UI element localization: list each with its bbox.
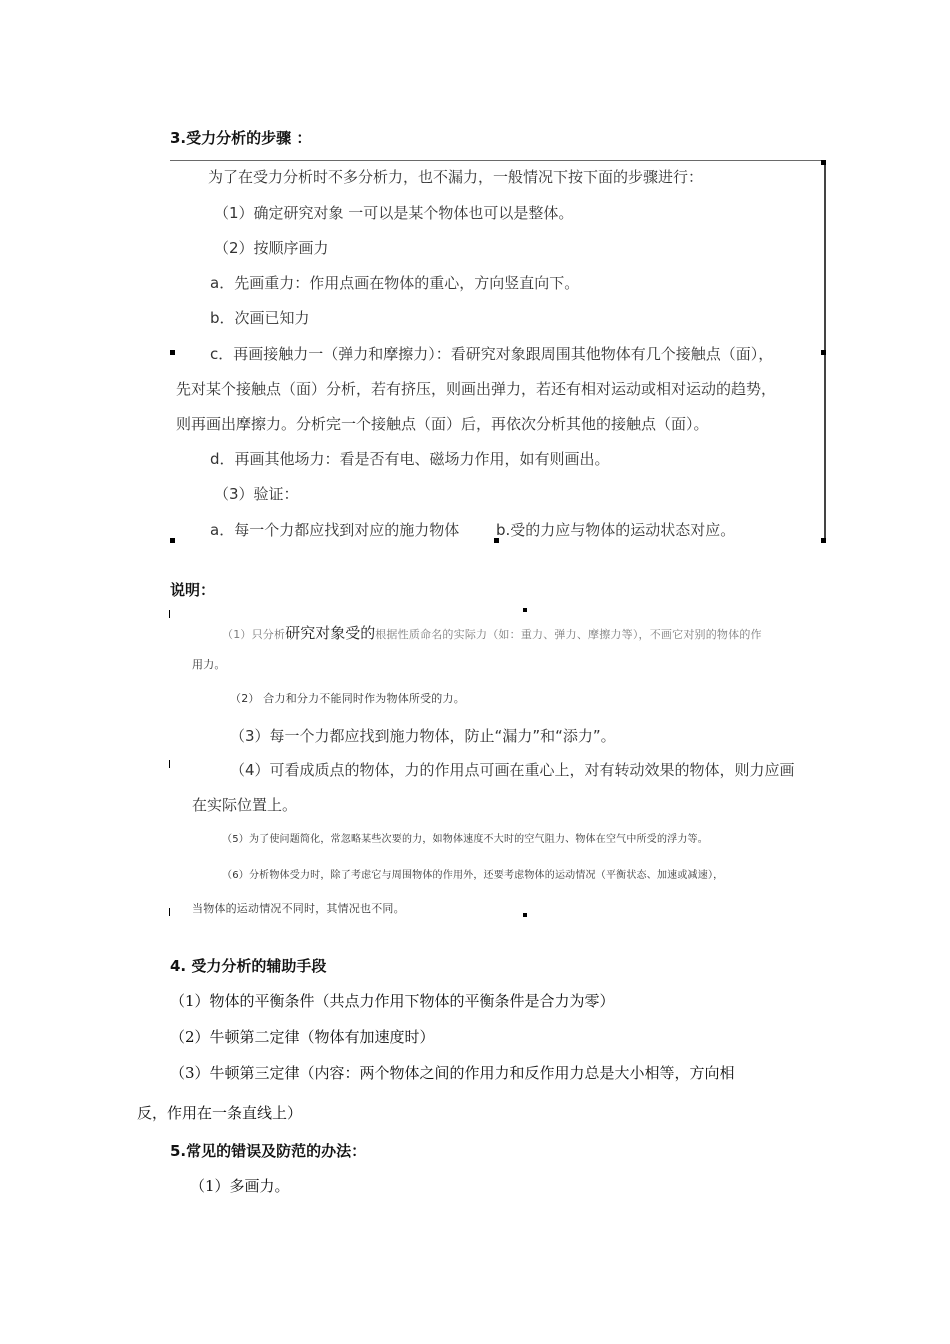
note-1-suffix: 根据性质命名的实际力（如：重力、弹力、摩擦力等），不画它对别的物体的作	[375, 628, 762, 641]
note-3: （3）每一个力都应找到施力物体，防止“漏力”和“添力”。	[230, 727, 616, 745]
box-edge-mark	[169, 760, 170, 768]
box-top-border	[170, 160, 826, 161]
steps-image-box	[170, 160, 826, 542]
note-1-highlight: 研究对象受的	[285, 624, 376, 642]
resize-handle[interactable]	[821, 160, 826, 165]
step-2c: c．再画接触力一（弹力和摩擦力）：看研究对象跟周围其他物体有几个接触点（面），	[210, 345, 774, 363]
step-2d: d．再画其他场力：看是否有电、磁场力作用，如有则画出。	[210, 450, 610, 468]
section-3-heading: 3.受力分析的步骤 ：	[170, 129, 312, 147]
resize-handle[interactable]	[821, 350, 826, 355]
step-1: （1）确定研究对象 一可以是某个物体也可以是整体。	[214, 204, 574, 222]
step-2a: a．先画重力：作用点画在物体的重心，方向竖直向下。	[210, 274, 580, 292]
section-4-item-3: （3）牛顿第三定律（内容：两个物体之间的作用力和反作用力总是大小相等，方向相	[170, 1064, 735, 1082]
note-6: （6）分析物体受力时，除了考虑它与周围物体的作用外，还要考虑物体的运动情况（平衡状态、加速或减速），	[222, 870, 724, 881]
notes-image-box	[168, 608, 808, 918]
box-corner-mark	[169, 908, 170, 916]
section-5-heading: 5.常见的错误及防范的办法：	[170, 1142, 367, 1160]
step-2: （2）按顺序画力	[214, 239, 329, 257]
section-4-item-3-cont: 反，作用在一条直线上）	[137, 1104, 303, 1122]
step-3b: b.受的力应与物体的运动状态对应。	[496, 521, 736, 539]
note-2: （2） 合力和分力不能同时作为物体所受的力。	[230, 692, 465, 705]
resize-handle[interactable]	[821, 538, 826, 543]
step-3a: a．每一个力都应找到对应的施力物体	[210, 521, 460, 539]
box-corner-mark	[169, 610, 170, 618]
steps-intro: 为了在受力分析时不多分析力，也不漏力，一般情况下按下面的步骤进行：	[208, 168, 704, 186]
resize-handle[interactable]	[170, 538, 175, 543]
note-1-prefix: （1）只分析	[222, 628, 286, 641]
note-heading: 说明：	[170, 581, 216, 599]
note-1	[222, 622, 762, 643]
section-4-item-2: （2）牛顿第二定律（物体有加速度时）	[170, 1028, 435, 1046]
resize-handle[interactable]	[523, 608, 527, 612]
note-6-cont: 当物体的运动情况不同时，其情况也不同。	[192, 902, 405, 915]
note-5: （5）为了使问题简化，常忽略某些次要的力，如物体速度不大时的空气阻力、物体在空气中所受的浮力等。	[222, 834, 708, 845]
step-2c-cont-2: 则再画出摩擦力。分析完一个接触点（面）后，再依次分析其他的接触点（面）。	[176, 415, 709, 433]
section-4-heading: 4. 受力分析的辅助手段	[170, 957, 327, 975]
step-2c-cont-1: 先对某个接触点（面）分析，若有挤压，则画出弹力，若还有相对运动或相对运动的趋势，	[176, 380, 777, 398]
resize-handle[interactable]	[170, 350, 175, 355]
step-3: （3）验证：	[214, 485, 299, 503]
section-5-item-1: （1）多画力。	[190, 1177, 290, 1195]
resize-handle[interactable]	[523, 913, 527, 917]
note-1-cont: 用力。	[192, 658, 226, 671]
section-4-item-1: （1）物体的平衡条件（共点力作用下物体的平衡条件是合力为零）	[170, 992, 615, 1010]
step-2b: b．次画已知力	[210, 309, 310, 327]
note-4: （4）可看成质点的物体，力的作用点可画在重心上，对有转动效果的物体，则力应画	[230, 761, 795, 779]
note-4-cont: 在实际位置上。	[192, 796, 298, 814]
